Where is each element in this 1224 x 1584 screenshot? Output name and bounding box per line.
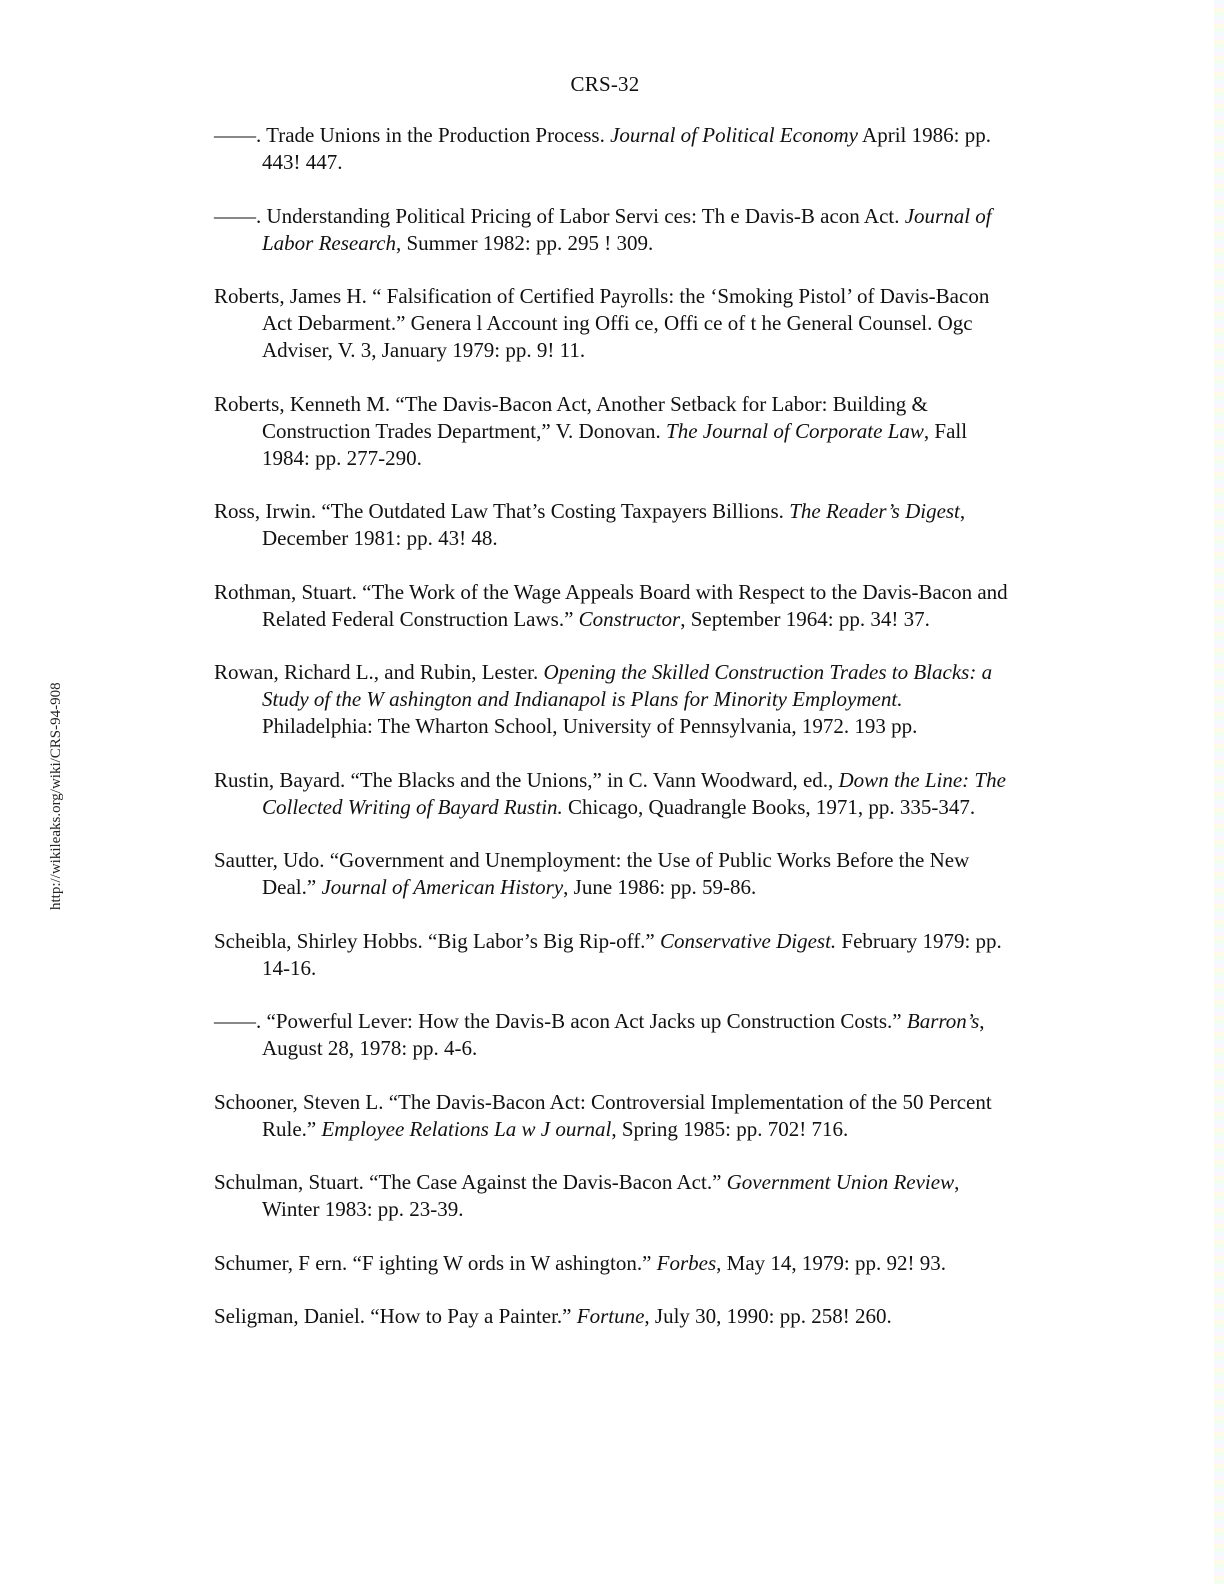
entry-text: Schulman, Stuart. “The Case Against the Davis-Bacon Act.” (214, 1170, 727, 1194)
entry-italic-title: Fortune (576, 1304, 645, 1328)
bibliography-entry (214, 579, 1014, 633)
bibliography-list (214, 122, 1014, 1357)
entry-text: ——. Understanding Political Pricing of Labor Servi ces: Th e Davis-B acon Act. (214, 203, 905, 228)
entry-text: , September 1964: pp. 34! 37. (680, 606, 930, 631)
scan-edge-strip (1214, 0, 1224, 1584)
bibliography-entry (214, 767, 1014, 821)
entry-text: , May 14, 1979: pp. 92! 93. (716, 1250, 946, 1275)
entry-text: February 1979: pp. 14-16. (262, 928, 1002, 980)
entry-italic-title: The Reader’s Digest (789, 499, 960, 523)
entry-italic-title: Journal of Political Economy (610, 123, 858, 147)
entry-text: Seligman, Daniel. “How to Pay a Painter.” (214, 1304, 577, 1328)
bibliography-entry (214, 1089, 1014, 1143)
entry-text: Rothman, Stuart. “The Work of the Wage Appeals Board with Respect to the Davis-Bacon and Related Federal Construction Laws.” (214, 579, 1008, 631)
entry-text: Rustin, Bayard. “The Blacks and the Unions,” in C. Vann Woodward, ed., (214, 767, 839, 792)
entry-text: Rowan, Richard L., and Rubin, Lester. (214, 660, 544, 684)
bibliography-entry (214, 928, 1014, 982)
entry-text: , Spring 1985: pp. 702! 716. (611, 1116, 849, 1141)
bibliography-entry (214, 391, 1014, 472)
side-source-url: http://wikileaks.org/wiki/CRS-94-908 (48, 682, 64, 910)
entry-text: Roberts, Kenneth M. “The Davis-Bacon Act, Another Setback for Labor: Building & Construction Trades Department,” V. Donovan. (214, 391, 928, 443)
bibliography-entry (214, 122, 1014, 176)
entry-italic-title: The Journal of Corporate Law (666, 418, 924, 443)
bibliography-entry (214, 1008, 1014, 1062)
entry-text: Sautter, Udo. “Government and Unemployment: the Use of Public Works Before the New Deal.” (214, 848, 970, 899)
entry-italic-title: Constructor (578, 606, 681, 631)
entry-text: ——. Trade Unions in the Production Process. (214, 123, 611, 147)
entry-text: , December 1981: pp. 43! 48. (262, 499, 966, 550)
entry-italic-title: Journal of American History (321, 875, 564, 899)
entry-text: , Fall 1984: pp. 277-290. (262, 418, 968, 470)
entry-text: Ross, Irwin. “The Outdated Law That’s Costing Taxpayers Billions. (214, 499, 790, 523)
entry-text: , July 30, 1990: pp. 258! 260. (644, 1304, 892, 1328)
bibliography-entry (214, 847, 1014, 901)
entry-text: ——. “Powerful Lever: How the Davis-B acon Act Jacks up Construction Costs.” (214, 1009, 907, 1033)
entry-italic-title: Down the Line: The Collected Writing of Bayard Rustin. (262, 767, 1006, 819)
entry-text: April 1986: pp. 443! 447. (262, 123, 991, 174)
bibliography-entry (214, 1303, 1014, 1330)
entry-italic-title: Conservative Digest. (660, 928, 837, 953)
entry-text: Chicago, Quadrangle Books, 1971, pp. 335-347. (562, 794, 976, 819)
entry-italic-title: Employee Relations La w J ournal (321, 1116, 612, 1141)
entry-text: Scheibla, Shirley Hobbs. “Big Labor’s Big Rip-off.” (214, 928, 661, 953)
entry-text: , Summer 1982: pp. 295 ! 309. (395, 230, 654, 255)
entry-italic-title: Opening the Skilled Construction Trades to Blacks: a Study of the W ashington and Indianapol is Plans for Minority Employment. (262, 660, 993, 711)
entry-text: Schumer, F ern. “F ighting W ords in W ashington.” (214, 1250, 657, 1275)
entry-text: Roberts, James H. “ Falsification of Certified Payrolls: the ‘Smoking Pistol’ of Davis-Bacon Act Debarment.” Genera l Account ing Offi ce, Offi ce of t he General Counsel. Ogc Adviser, V. 3, January 1979: pp. 9! 11. (214, 284, 990, 362)
entry-text: , Winter 1983: pp. 23-39. (262, 1170, 960, 1221)
page-number-header: CRS-32 (570, 72, 640, 96)
entry-italic-title: Journal of Labor Research (262, 203, 992, 255)
bibliography-entry (214, 1169, 1014, 1223)
entry-italic-title: Forbes (656, 1250, 717, 1275)
bibliography-entry (214, 283, 1014, 364)
entry-text: Philadelphia: The Wharton School, University of Pennsylvania, 1972. 193 pp. (262, 714, 918, 738)
entry-text: , June 1986: pp. 59-86. (563, 875, 757, 899)
entry-italic-title: Government Union Review (726, 1170, 955, 1194)
entry-text: , August 28, 1978: pp. 4-6. (262, 1009, 985, 1060)
entry-text: Schooner, Steven L. “The Davis-Bacon Act: Controversial Implementation of the 50 Percent Rule.” (214, 1089, 992, 1141)
entry-italic-title: Barron’s (906, 1009, 980, 1033)
bibliography-entry (214, 203, 1014, 257)
bibliography-entry (214, 498, 1014, 552)
bibliography-entry (214, 1250, 1014, 1277)
bibliography-entry (214, 659, 1014, 740)
